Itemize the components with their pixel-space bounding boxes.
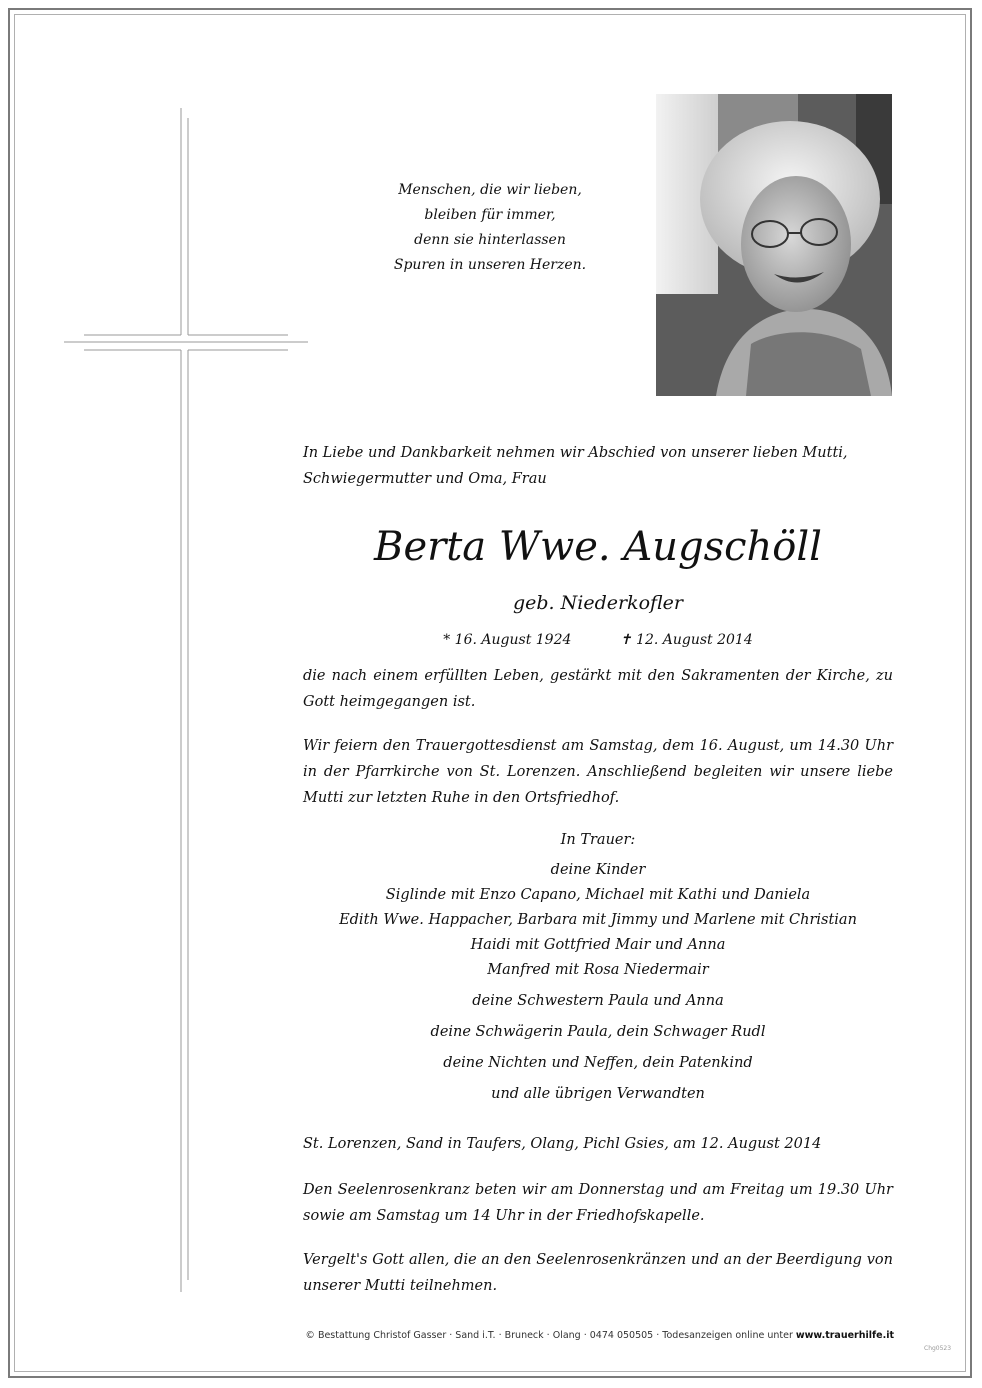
footer-url-link[interactable]: www.trauerhilfe.it [795,1330,894,1341]
child-entry: Siglinde mit Enzo Capano, Michael mit Kathi und Daniela [385,887,811,903]
child-entry: Manfred mit Rosa Niedermair [487,962,709,978]
cross-icon [0,0,320,1300]
paragraph-thanks: Vergelt's Gott allen, die an den Seelenrosenkränzen und an der Beerdigung von unserer Mutti teilnehmen. [303,1252,893,1294]
nieces-entry: deine Nichten und Neffen, dein Patenkind [443,1055,753,1071]
sisters-entry: deine Schwestern Paula und Anna [472,993,724,1009]
footer-text: © Bestattung Christof Gasser · Sand i.T. · Bruneck · Olang · 0474 050505 · Todesanzeigen online unter [305,1330,796,1341]
portrait-photo [656,94,892,396]
paragraph-service: Wir feiern den Trauergottesdienst am Samstag, dem 16. August, um 14.30 Uhr in der Pfarrkirche von St. Lorenzen. Anschließend begleiten wir unsere liebe Mutti zur letzten Ruhe in den Ortsfriedhof. [303,738,893,806]
deceased-name: Berta Wwe. Augschöll [374,524,822,570]
footer-imprint [200,1330,894,1341]
poem-line: Menschen, die wir lieben, [398,182,582,198]
poem [345,178,635,278]
intro-text: In Liebe und Dankbarkeit nehmen wir Abschied von unserer lieben Mutti, Schwiegermutter und Oma, Frau [303,445,848,487]
child-entry: Haidi mit Gottfried Mair und Anna [470,937,726,953]
life-dates [303,628,893,652]
maiden-name: geb. Niederkofler [512,592,684,614]
paragraph-rosary: Den Seelenrosenkranz beten wir am Donnerstag und am Freitag um 19.30 Uhr sowie am Samstag um 14 Uhr in der Friedhofskapelle. [303,1182,893,1224]
mourners-list [303,828,893,1107]
poem-line: bleiben für immer, [424,207,556,223]
poem-line: Spuren in unseren Herzen. [393,257,587,273]
relatives-entry: und alle übrigen Verwandten [491,1086,705,1102]
birth-date: * 16. August 1924 [443,632,572,648]
child-entry: Edith Wwe. Happacher, Barbara mit Jimmy und Marlene mit Christian [339,912,857,928]
poem-line: denn sie hinterlassen [414,232,566,248]
in-laws-entry: deine Schwägerin Paula, dein Schwager Rudl [430,1024,766,1040]
mourners-heading: In Trauer: [560,832,636,848]
death-date: ✝ 12. August 2014 [619,632,753,648]
corner-mark: Chg0523 [924,1345,952,1352]
children-label: deine Kinder [550,862,646,878]
paragraph-passing: die nach einem erfüllten Leben, gestärkt mit den Sakramenten der Kirche, zu Gott heimgegangen ist. [303,668,893,710]
portrait-image [656,94,892,396]
place-date: St. Lorenzen, Sand in Taufers, Olang, Pichl Gsies, am 12. August 2014 [303,1136,822,1152]
